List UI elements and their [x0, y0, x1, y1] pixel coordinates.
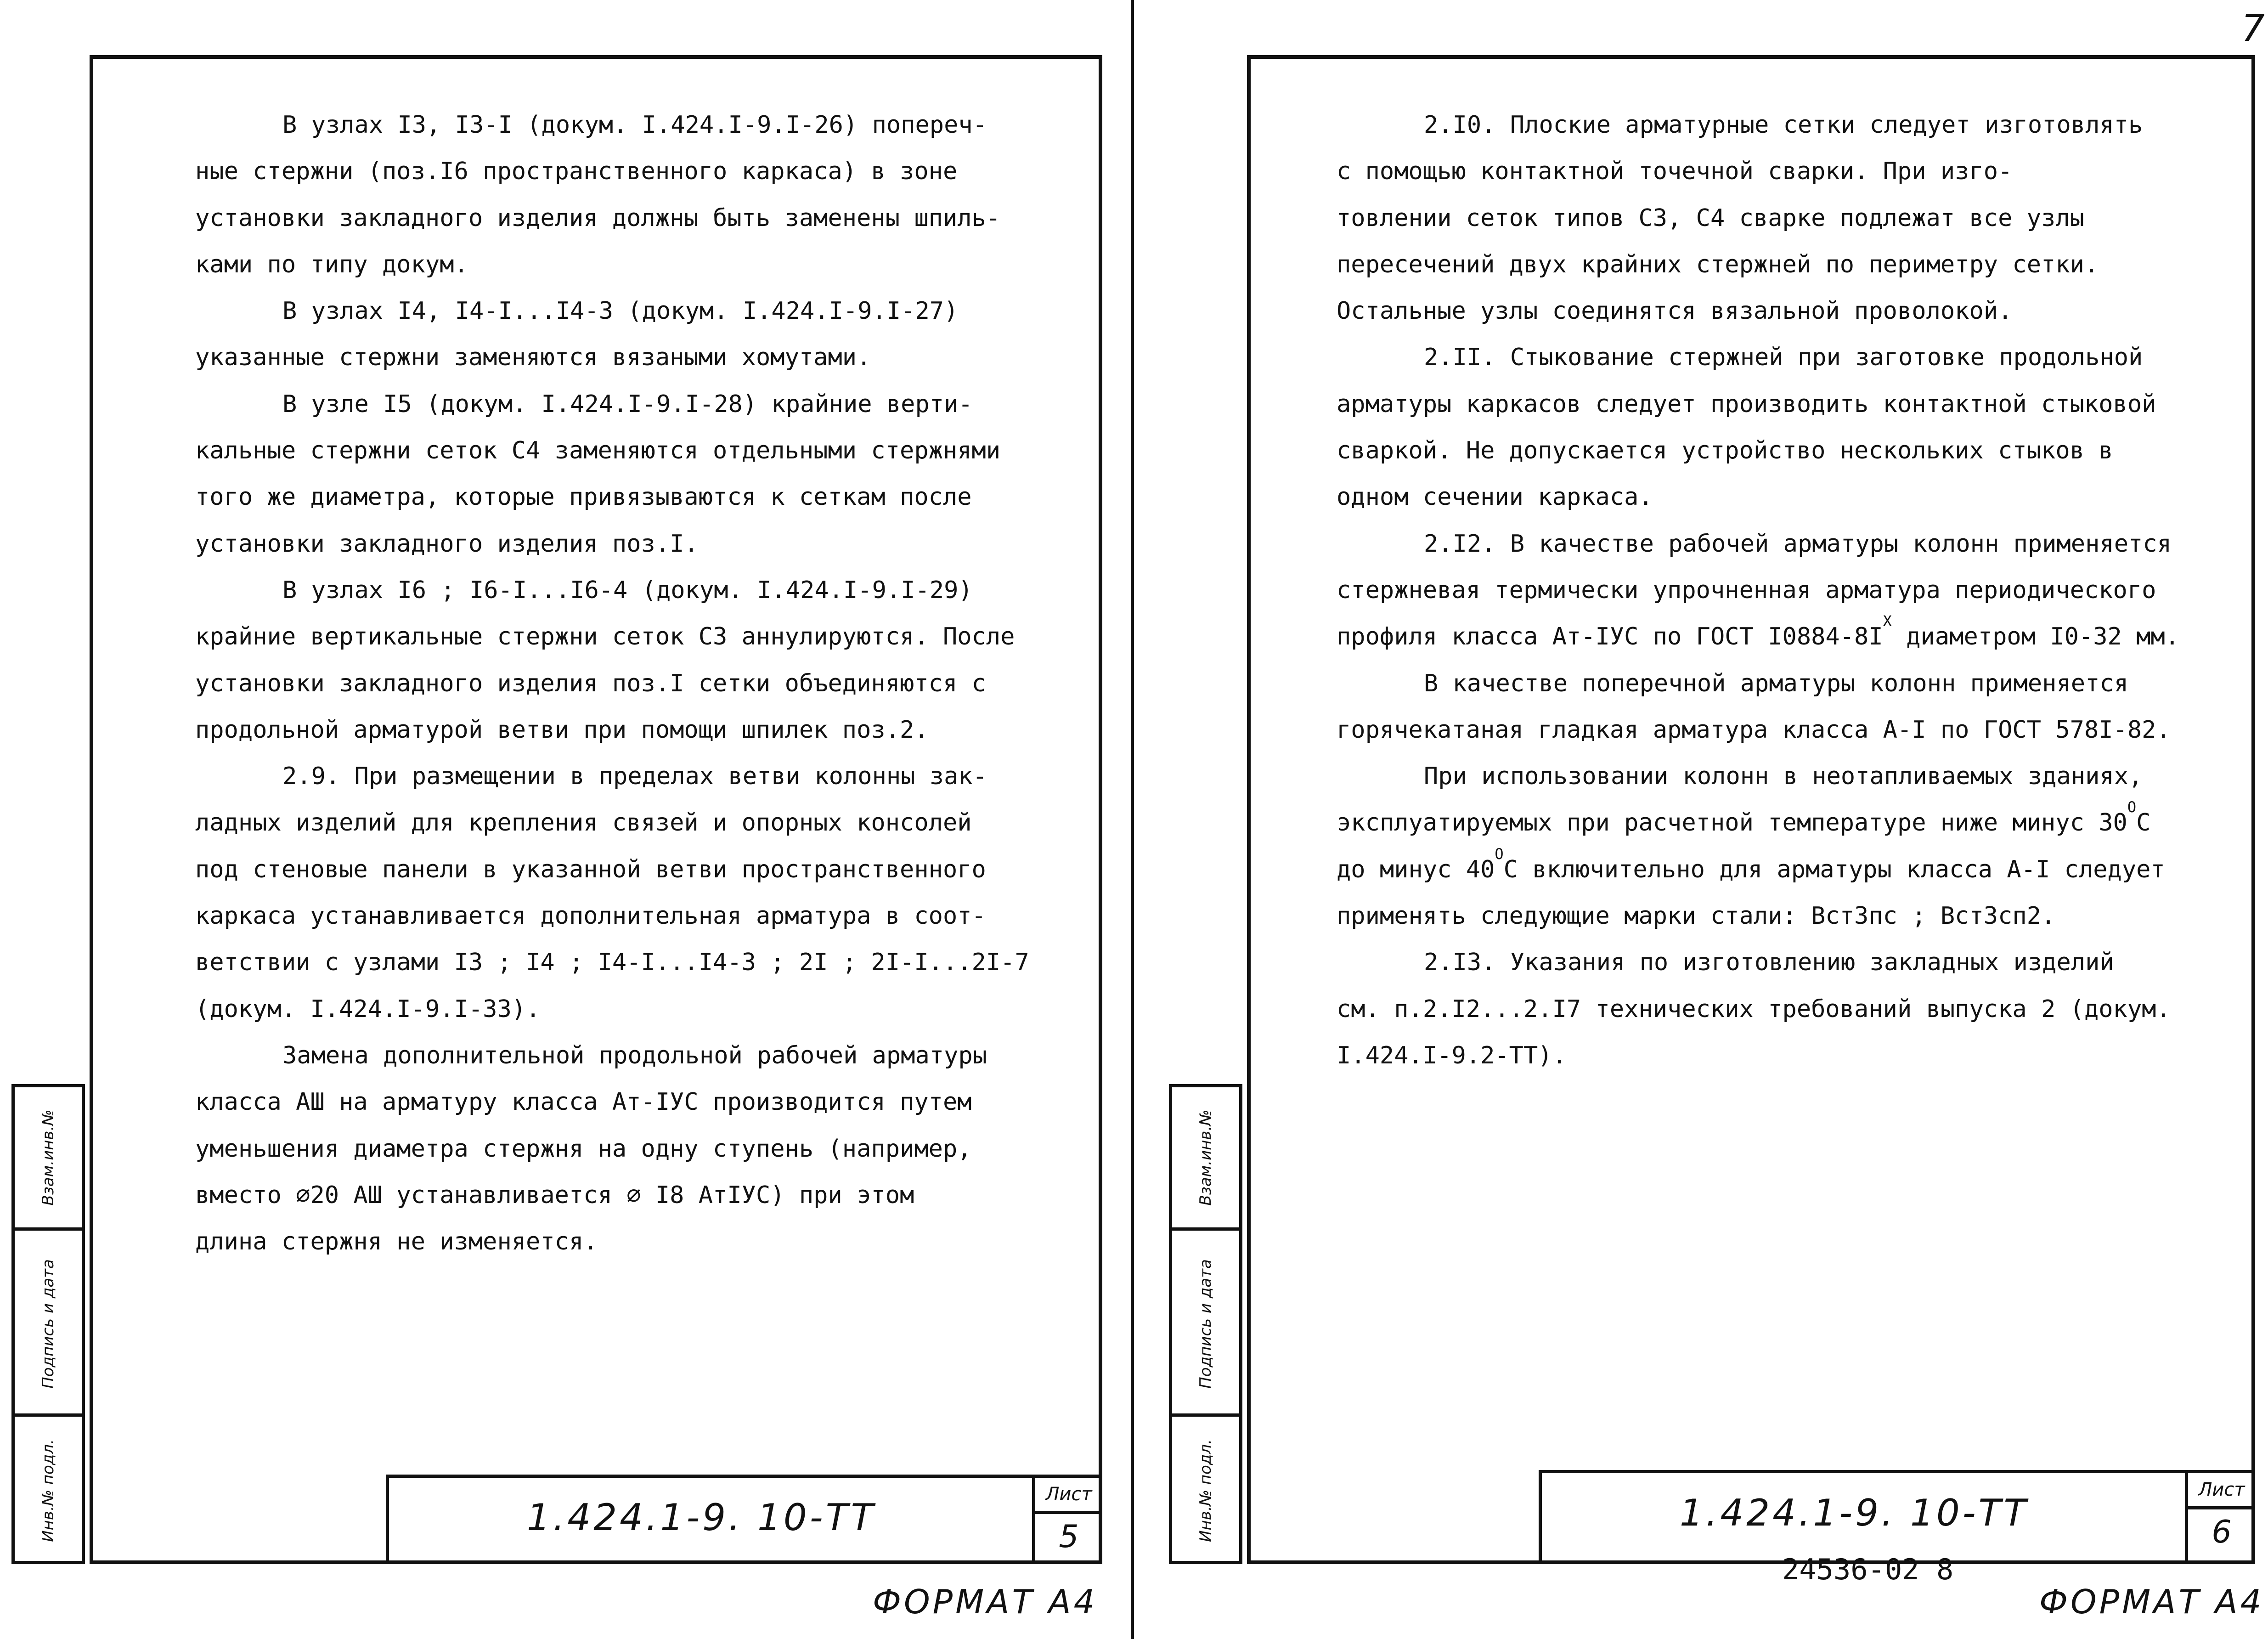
format-label: ФОРМАТ А4: [2039, 1582, 2264, 1621]
sidebar-cell: [1172, 1087, 1239, 1227]
document-code: 1.424.1-9. 10-ТТ: [527, 1496, 876, 1539]
text-line: [1337, 614, 2179, 660]
text-line: В узле I5 (докум. I.424.I-9.I-28) крайние верти-: [282, 390, 973, 418]
text-line: В узлах I3, I3-I (докум. I.424.I-9.I-26) попереч-: [282, 111, 987, 139]
text-line: вместо ∅20 АШ устанавливается ∅ I8 АтIУС) при этом: [195, 1181, 914, 1209]
text-line: горячекатаная гладкая арматура класса А-I по ГОСТ 578I-82.: [1337, 716, 2171, 744]
text-line: При использовании колонн в неотапливаемых зданиях,: [1424, 763, 2143, 791]
sheet-label: Лист: [1035, 1478, 1102, 1514]
left-page-text: [195, 102, 1029, 1265]
text-line: установки закладного изделия поз.I.: [195, 530, 699, 558]
text-line: указанные стержни заменяются вязаными хомутами.: [195, 344, 871, 372]
sidebar-cell: [15, 1087, 82, 1227]
sheet-number-cell: [1032, 1478, 1102, 1561]
sidebar-label: Взам.инв.№: [39, 1109, 57, 1206]
right-title-block: [1539, 1470, 2255, 1564]
superscript: О: [2127, 798, 2137, 816]
text-line: [1337, 800, 2179, 846]
text-line: крайние вертикальные стержни сеток С3 аннулируются. После: [195, 623, 1015, 651]
text-line: ками по типу докум.: [195, 250, 468, 278]
text-line: класса АШ на арматуру класса Ат-IУС производится путем: [195, 1088, 972, 1116]
text-line: ные стержни (поз.I6 пространственного каркаса) в зоне: [195, 158, 958, 186]
left-margin-sidebar: [11, 1084, 85, 1564]
text-line: ветствии с узлами I3 ; I4 ; I4-I...I4-3 ; 2I ; 2I-I...2I-7: [195, 949, 1029, 977]
text-line: арматуры каркасов следует производить контактной стыковой: [1337, 390, 2156, 418]
corner-page-number: 7: [2241, 7, 2265, 50]
text-line: 2.II. Стыкование стержней при заготовке продольной: [1424, 344, 2143, 372]
text-line: сваркой. Не допускается устройство нескольких стыков в: [1337, 437, 2113, 465]
sheet-number: 6: [2212, 1514, 2232, 1550]
format-label: ФОРМАТ А4: [873, 1582, 1098, 1621]
text-line: стержневая термически упрочненная арматура периодического: [1337, 576, 2156, 604]
text-line: применять следующие марки стали: ВстЗпс ; ВстЗсп2.: [1337, 902, 2056, 930]
text-line: установки закладного изделия должны быть заменены шпиль-: [195, 204, 1001, 232]
superscript: О: [1495, 845, 1504, 863]
text-line: под стеновые панели в указанной ветви пространственного: [195, 855, 986, 883]
text-line: того же диаметра, которые привязываются к сеткам после: [195, 483, 972, 511]
text-line: Замена дополнительной продольной рабочей арматуры: [282, 1041, 987, 1069]
text-line: Остальные узлы соединятся вязальной проволокой.: [1337, 297, 2013, 325]
text-line: [1337, 847, 2179, 893]
text-span: профиля класса Ат-IУС по ГОСТ I0884-8I: [1337, 623, 1883, 651]
left-title-block: [386, 1475, 1102, 1564]
sidebar-cell: [1172, 1413, 1239, 1564]
text-line: товлении сеток типов С3, С4 сварке подлежат все узлы: [1337, 204, 2084, 232]
sidebar-cell: [1172, 1227, 1239, 1417]
text-line: I.424.I-9.2-ТТ).: [1337, 1041, 1567, 1069]
text-span: до минус 40: [1337, 855, 1495, 883]
text-line: продольной арматурой ветви при помощи шпилек поз.2.: [195, 716, 929, 744]
sidebar-label: Подпись и дата: [1196, 1259, 1215, 1389]
text-line: установки закладного изделия поз.I сетки объединяются с: [195, 669, 986, 697]
sidebar-cell: [15, 1227, 82, 1417]
document-code: 1.424.1-9. 10-ТТ: [1680, 1492, 2029, 1534]
text-line: одном сечении каркаса.: [1337, 483, 1653, 511]
text-line: (докум. I.424.I-9.I-33).: [195, 995, 541, 1023]
sidebar-label: Инв.№ подл.: [1196, 1439, 1215, 1542]
sidebar-cell: [15, 1413, 82, 1564]
text-line: см. п.2.I2...2.I7 технических требований выпуска 2 (докум.: [1337, 995, 2171, 1023]
text-span: эксплуатируемых при расчетной температуре ниже минус 30: [1337, 809, 2127, 837]
text-line: ладных изделий для крепления связей и опорных консолей: [195, 809, 972, 837]
sidebar-label: Взам.инв.№: [1196, 1109, 1215, 1206]
sheet-label: Лист: [2188, 1473, 2255, 1509]
text-line: уменьшения диаметра стержня на одну ступень (например,: [195, 1135, 972, 1163]
text-line: 2.I3. Указания по изготовлению закладных изделий: [1424, 949, 2114, 977]
text-line: 2.I2. В качестве рабочей арматуры колонн применяется: [1424, 530, 2172, 558]
right-margin-sidebar: [1169, 1084, 1242, 1564]
sheet-number: 5: [1059, 1519, 1079, 1555]
text-line: 2.I0. Плоские арматурные сетки следует изготовлять: [1424, 111, 2143, 139]
right-page-text: [1337, 102, 2179, 1079]
page-divider: [1131, 0, 1134, 1639]
text-line: пересечений двух крайних стержней по периметру сетки.: [1337, 250, 2099, 278]
sheet-number-cell: [2185, 1473, 2255, 1561]
text-line: В узлах I6 ; I6-I...I6-4 (докум. I.424.I-9.I-29): [282, 576, 973, 604]
sidebar-label: Подпись и дата: [39, 1259, 57, 1389]
text-line: каркаса устанавливается дополнительная арматура в соот-: [195, 902, 986, 930]
text-line: В узлах I4, I4-I...I4-3 (докум. I.424.I-9.I-27): [282, 297, 959, 325]
text-span: диаметром I0-32 мм.: [1891, 623, 2180, 651]
sidebar-label: Инв.№ подл.: [39, 1439, 57, 1542]
text-line: с помощью контактной точечной сварки. При изго-: [1337, 158, 2013, 186]
text-span: С включительно для арматуры класса А-I следует: [1503, 855, 2165, 883]
text-line: В качестве поперечной арматуры колонн применяется: [1424, 669, 2129, 697]
archive-code: 24536-02 8: [1782, 1553, 1954, 1586]
text-line: 2.9. При размещении в пределах ветви колонны зак-: [282, 763, 987, 791]
text-line: кальные стержни сеток С4 заменяются отдельными стержнями: [195, 437, 1001, 465]
text-line: длина стержня не изменяется.: [195, 1228, 598, 1256]
superscript: Х: [1883, 612, 1892, 630]
text-span: С: [2136, 809, 2151, 837]
